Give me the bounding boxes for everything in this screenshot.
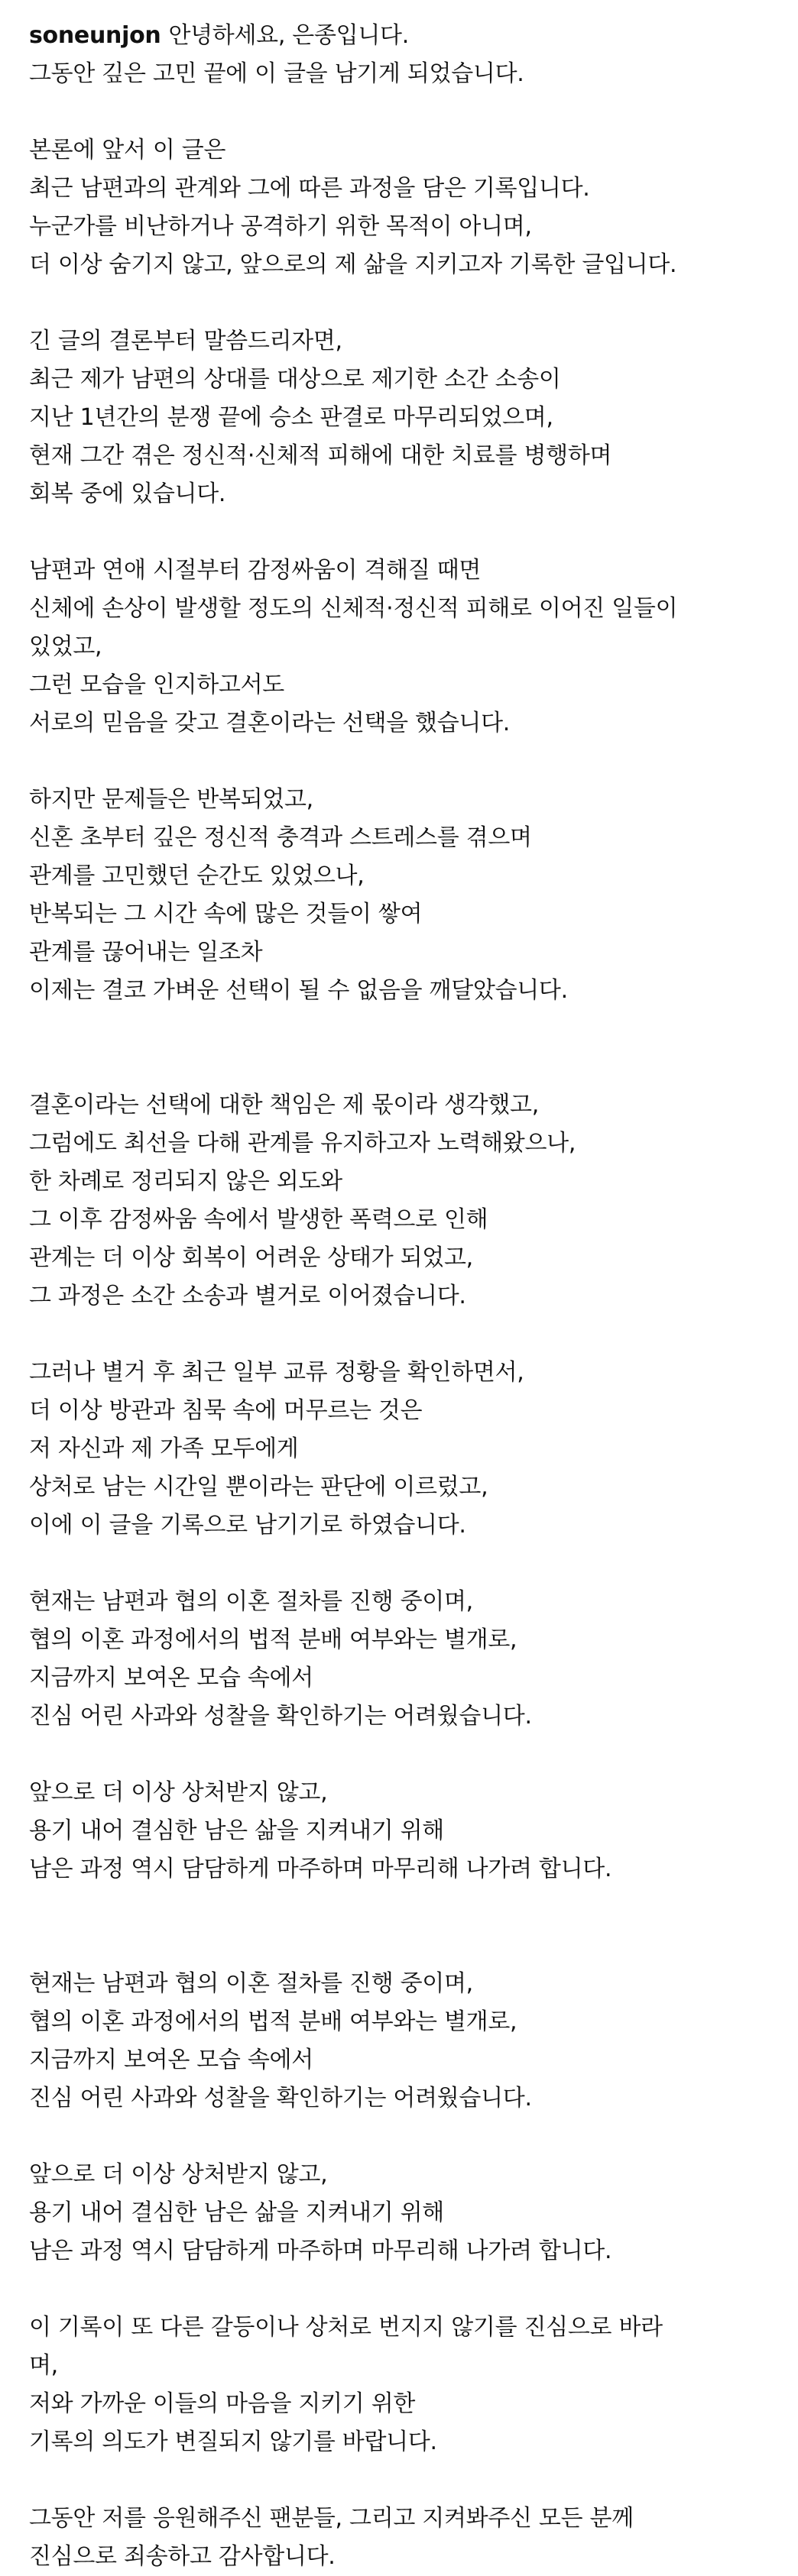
text-line: 최근 제가 남편의 상대를 대상으로 제기한 소간 소송이 bbox=[29, 366, 561, 393]
text-line: 남은 과정 역시 담담하게 마주하며 마무리해 나가려 합니다. bbox=[29, 2238, 612, 2264]
text-line: 앞으로 더 이상 상처받지 않고, bbox=[29, 2161, 328, 2188]
paragraph-12 bbox=[29, 2500, 783, 2576]
text-line: 용기 내어 결심한 남은 삶을 지켜내기 위해 bbox=[29, 2199, 444, 2226]
text-line: 현재 그간 겪은 정신적·신체적 피해에 대한 치료를 병행하며 bbox=[29, 442, 612, 469]
text-line: 그런 모습을 인지하고서도 bbox=[29, 672, 284, 698]
paragraph-2 bbox=[29, 322, 783, 513]
paragraph-3 bbox=[29, 552, 783, 743]
paragraph-8 bbox=[29, 1774, 783, 1888]
intro-text: 그동안 깊은 고민 끝에 이 글을 남기게 되었습니다. bbox=[29, 60, 524, 87]
text-line: 있었고, bbox=[29, 633, 102, 660]
text-line: 관계를 고민했던 순간도 있었으나, bbox=[29, 862, 365, 889]
text-line: 지난 1년간의 분쟁 끝에 승소 판결로 마무리되었으며, bbox=[29, 404, 553, 431]
text-line: 현재는 남편과 협의 이혼 절차를 진행 중이며, bbox=[29, 1588, 473, 1615]
paragraph-7 bbox=[29, 1583, 783, 1736]
text-line: 이 기록이 또 다른 갈등이나 상처로 번지지 않기를 진심으로 바라 bbox=[29, 2314, 663, 2341]
text-line: 협의 이혼 과정에서의 법적 분배 여부와는 별개로, bbox=[29, 2008, 517, 2035]
text-line: 긴 글의 결론부터 말씀드리자면, bbox=[29, 328, 342, 354]
text-line: 현재는 남편과 협의 이혼 절차를 진행 중이며, bbox=[29, 1970, 473, 1997]
text-line: 회복 중에 있습니다. bbox=[29, 481, 226, 507]
paragraph-6 bbox=[29, 1354, 783, 1545]
paragraph-4 bbox=[29, 781, 783, 1010]
text-line: 지금까지 보여온 모습 속에서 bbox=[29, 2047, 313, 2073]
paragraph-9 bbox=[29, 1965, 783, 2118]
text-line: 그러나 별거 후 최근 일부 교류 정황을 확인하면서, bbox=[29, 1359, 524, 1386]
text-line: 관계를 끊어내는 일조차 bbox=[29, 939, 263, 966]
text-line: 그럼에도 최선을 다해 관계를 유지하고자 노력해왔으나, bbox=[29, 1130, 576, 1157]
text-line: 누군가를 비난하거나 공격하기 위한 목적이 아니며, bbox=[29, 213, 532, 240]
text-line: 결혼이라는 선택에 대한 책임은 제 몫이라 생각했고, bbox=[29, 1092, 539, 1118]
text-line: 그 과정은 소간 소송과 별거로 이어졌습니다. bbox=[29, 1283, 466, 1309]
text-line: 협의 이혼 과정에서의 법적 분배 여부와는 별개로, bbox=[29, 1626, 517, 1653]
text-line: 관계는 더 이상 회복이 어려운 상태가 되었고, bbox=[29, 1244, 473, 1271]
username[interactable]: soneunjon bbox=[29, 22, 161, 49]
text-line: 앞으로 더 이상 상처받지 않고, bbox=[29, 1779, 328, 1806]
text-line: 그동안 저를 응원해주신 팬분들, 그리고 지켜봐주신 모든 분께 bbox=[29, 2505, 634, 2532]
text-line: 상처로 남는 시간일 뿐이라는 판단에 이르렀고, bbox=[29, 1474, 488, 1500]
text-line: 저와 가까운 이들의 마음을 지키기 위한 bbox=[29, 2390, 416, 2417]
text-line: 본론에 앞서 이 글은 bbox=[29, 137, 226, 163]
text-line: 진심으로 죄송하고 감사합니다. bbox=[29, 2543, 336, 2570]
text-line: 반복되는 그 시간 속에 많은 것들이 쌓여 bbox=[29, 901, 423, 927]
paragraph-11 bbox=[29, 2309, 783, 2461]
post-header-line bbox=[29, 17, 783, 55]
text-line: 며, bbox=[29, 2352, 58, 2379]
text-line: 지금까지 보여온 모습 속에서 bbox=[29, 1665, 313, 1691]
text-line: 저 자신과 제 가족 모두에게 bbox=[29, 1435, 299, 1462]
text-line: 신체에 손상이 발생할 정도의 신체적·정신적 피해로 이어진 일들이 bbox=[29, 595, 678, 622]
text-line: 진심 어린 사과와 성찰을 확인하기는 어려웠습니다. bbox=[29, 1703, 532, 1730]
text-line: 더 이상 숨기지 않고, 앞으로의 제 삶을 지키고자 기록한 글입니다. bbox=[29, 251, 677, 278]
text-line: 남편과 연애 시절부터 감정싸움이 격해질 때면 bbox=[29, 557, 482, 584]
text-line: 신혼 초부터 깊은 정신적 충격과 스트레스를 겪으며 bbox=[29, 824, 532, 851]
greeting-text: 안녕하세요, 은종입니다. bbox=[168, 22, 409, 49]
text-line: 하지만 문제들은 반복되었고, bbox=[29, 786, 313, 813]
paragraph-10 bbox=[29, 2156, 783, 2270]
text-line: 용기 내어 결심한 남은 삶을 지켜내기 위해 bbox=[29, 1817, 444, 1844]
paragraph-1 bbox=[29, 131, 783, 284]
paragraph-5 bbox=[29, 1086, 783, 1316]
text-line: 그 이후 감정싸움 속에서 발생한 폭력으로 인해 bbox=[29, 1206, 488, 1233]
text-line: 기록의 의도가 변질되지 않기를 바랍니다. bbox=[29, 2429, 437, 2455]
text-line: 진심 어린 사과와 성찰을 확인하기는 어려웠습니다. bbox=[29, 2085, 532, 2112]
text-line: 이에 이 글을 기록으로 남기기로 하였습니다. bbox=[29, 1512, 466, 1539]
text-line: 남은 과정 역시 담담하게 마주하며 마무리해 나가려 합니다. bbox=[29, 1856, 612, 1882]
text-line: 최근 남편과의 관계와 그에 따른 과정을 담은 기록입니다. bbox=[29, 175, 590, 202]
text-line: 한 차례로 정리되지 않은 외도와 bbox=[29, 1168, 342, 1195]
text-line: 더 이상 방관과 침묵 속에 머무르는 것은 bbox=[29, 1397, 423, 1424]
text-line: 서로의 믿음을 갖고 결혼이라는 선택을 했습니다. bbox=[29, 710, 511, 736]
text-line: 이제는 결코 가벼운 선택이 될 수 없음을 깨달았습니다. bbox=[29, 977, 568, 1004]
